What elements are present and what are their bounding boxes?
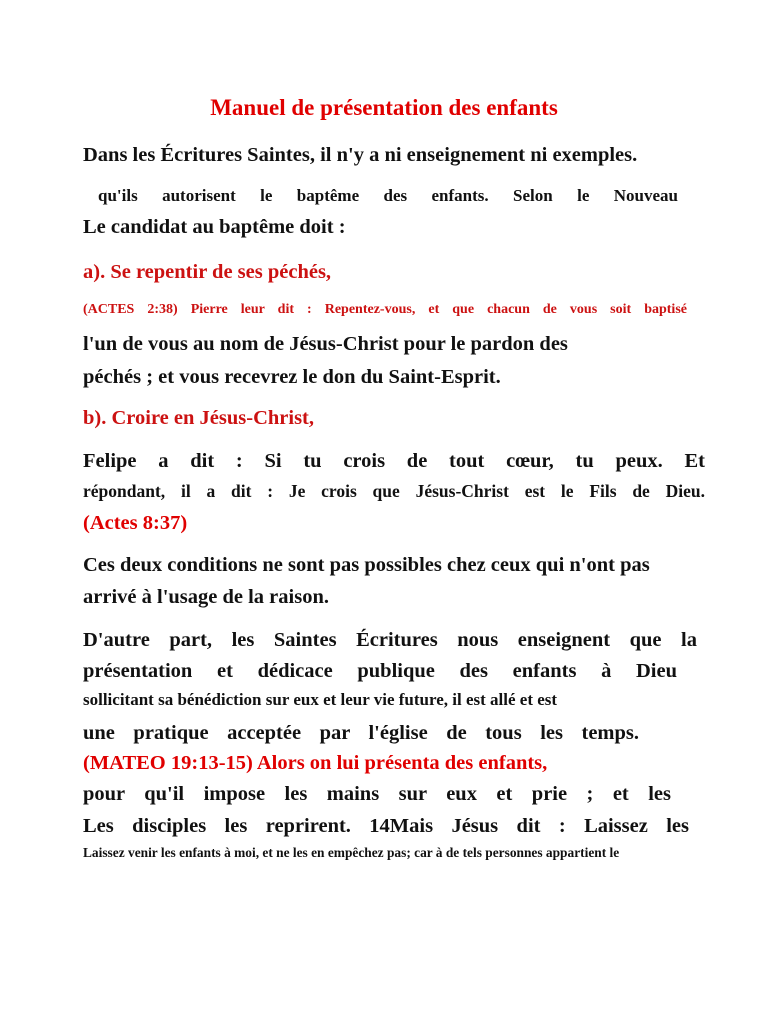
paragraph-line: Les disciples les reprirent. 14Mais Jésus dit : Laissez les (83, 815, 689, 837)
section-heading-a: a). Se repentir de ses péchés, (83, 261, 332, 283)
paragraph-line: pour qu'il impose les mains sur eux et prie ; et les (83, 783, 671, 805)
paragraph-line: Felipe a dit : Si tu crois de tout cœur, tu peux. Et (83, 450, 705, 472)
paragraph-line: présentation et dédicace publique des enfants à Dieu (83, 660, 677, 682)
paragraph-line: péchés ; et vous recevrez le don du Saint-Esprit. (83, 366, 501, 388)
paragraph-line: Dans les Écritures Saintes, il n'y a ni enseignement ni exemples. (83, 144, 638, 166)
paragraph-line: l'un de vous au nom de Jésus-Christ pour le pardon des (83, 333, 568, 355)
paragraph-line: Le candidat au baptême doit : (83, 216, 346, 238)
scripture-reference: (ACTES 2:38) Pierre leur dit : Repentez-vous, et que chacun de vous soit baptisé (83, 302, 687, 317)
section-heading-b: b). Croire en Jésus-Christ, (83, 407, 314, 429)
document-title: Manuel de présentation des enfants (210, 95, 558, 120)
scripture-reference: (MATEO 19:13-15) Alors on lui présenta des enfants, (83, 752, 548, 774)
paragraph-line: sollicitant sa bénédiction sur eux et leur vie future, il est allé et est (83, 690, 558, 709)
paragraph-line: une pratique acceptée par l'église de tous les temps. (83, 722, 639, 744)
paragraph-line: D'autre part, les Saintes Écritures nous enseignent que la (83, 629, 697, 651)
scripture-reference: (Actes 8:37) (83, 512, 188, 534)
paragraph-line: qu'ils autorisent le baptême des enfants. Selon le Nouveau (98, 186, 678, 205)
paragraph-line: arrivé à l'usage de la raison. (83, 586, 329, 608)
paragraph-line: Laissez venir les enfants à moi, et ne les en empêchez pas; car à de tels personnes appartient le (83, 845, 620, 860)
paragraph-line: Ces deux conditions ne sont pas possibles chez ceux qui n'ont pas (83, 554, 650, 576)
paragraph-line: répondant, il a dit : Je crois que Jésus-Christ est le Fils de Dieu. (83, 481, 705, 501)
